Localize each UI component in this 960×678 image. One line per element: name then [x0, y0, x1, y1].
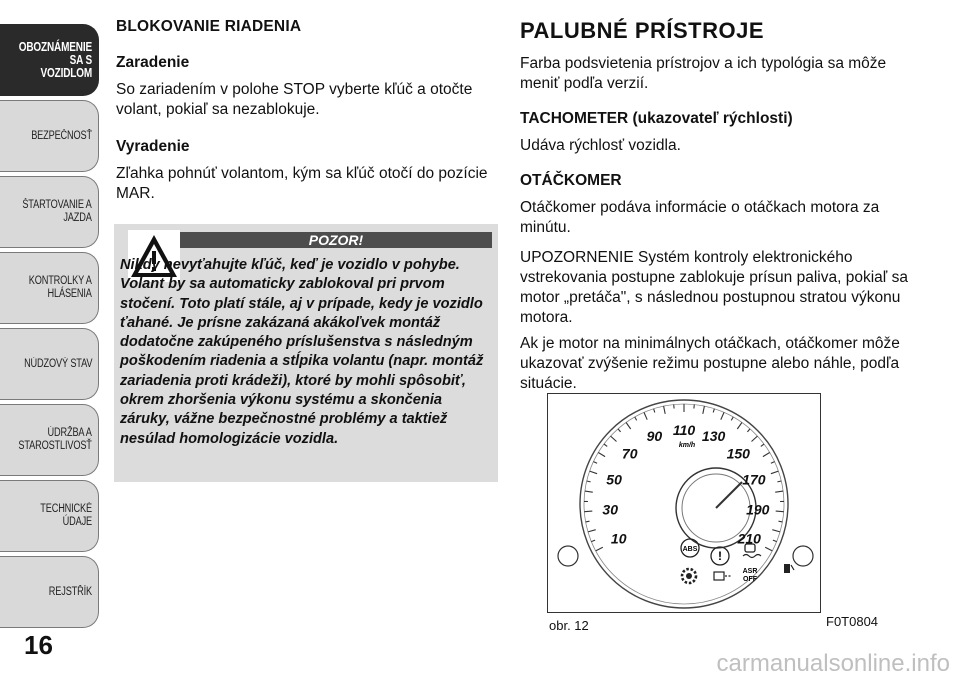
speed-tick-mark [590, 471, 598, 474]
watermark-footer: carmanualsonline.info [716, 650, 950, 677]
speed-tick-mark [773, 540, 777, 542]
speed-tick-label: 70 [621, 445, 638, 462]
speed-tick-label: 130 [701, 428, 726, 445]
warning-box [114, 224, 498, 482]
speed-tick-mark [596, 547, 603, 551]
speed-tick-mark [586, 521, 590, 522]
speed-tick-mark [591, 540, 595, 542]
speed-tick-mark [604, 444, 607, 446]
subheading-otackomer: OTÁČKOMER [520, 172, 622, 189]
speedometer-illustration [548, 394, 820, 612]
tab-oboznamenie[interactable] [0, 24, 99, 96]
speed-tick-label: 170 [742, 471, 766, 488]
warning-text [120, 256, 492, 449]
speed-tick-mark [721, 412, 724, 419]
paragraph: Zľahka pohnúť volantom, kým sa kľúč otočí do pozície MAR. [116, 165, 488, 202]
tab-label: TECHNICKÉ ÚDAJE [40, 503, 92, 528]
chapter-tabs [0, 0, 104, 640]
figure-code: F0T0804 [826, 614, 879, 629]
abs-icon-text: ABS [682, 546, 698, 553]
speed-tick-mark [587, 481, 591, 482]
fuel-icon [784, 564, 794, 573]
warning-exclamation-icon [711, 547, 729, 565]
speed-tick-mark [771, 462, 775, 464]
paragraph: Farba podsvietenia prístrojov a ich typológia sa môže meniť podľa verzií. [520, 55, 887, 92]
speed-unit-label: km/h [678, 442, 696, 449]
tab-label: ÚDRŽBA A STAROSTLIVOSŤ [18, 427, 92, 452]
subheading-vyradenie: Vyradenie [116, 138, 190, 155]
speed-tick-label: 30 [602, 501, 618, 518]
tab-startovanie[interactable] [0, 176, 99, 248]
tab-technicke-udaje[interactable] [0, 480, 99, 552]
tab-kontrolky[interactable] [0, 252, 99, 324]
speed-tick-mark [635, 417, 637, 420]
speed-tick-mark [588, 530, 596, 532]
svg-text:!: ! [718, 549, 722, 563]
paragraph: UPOZORNENIE Systém kontroly elektronického vstrekovania postupne zablokuje prísun paliva, pokiaľ sa motor „pretáča", s následnou postupnou stratou výkonu motora. [520, 249, 908, 326]
section-heading: BLOKOVANIE RIADENIA [116, 18, 302, 35]
speed-tick-label: 50 [606, 471, 622, 488]
speed-tick-mark [703, 406, 705, 414]
speed-tick-label: 90 [646, 428, 663, 445]
speed-tick-mark [761, 444, 764, 446]
tab-rejstrik[interactable] [0, 556, 99, 628]
speed-tick-mark [776, 511, 784, 512]
right-column [520, 18, 920, 394]
speed-tick-mark [664, 406, 666, 414]
speed-tick-label: 190 [746, 501, 770, 518]
speed-tick-mark [731, 417, 733, 420]
paragraph: Ak je motor na minimálnych otáčkach, otáčkomer môže ukazovať zvýšenie režimu postupne alebo náhle, podľa situácie. [520, 335, 900, 392]
paragraph: Otáčkomer podáva informácie o otáčkach motora za minútu. [520, 199, 880, 236]
tab-nudzovy-stav[interactable] [0, 328, 99, 400]
speed-tick-mark [611, 436, 617, 441]
tab-label: ŠTARTOVANIE A JAZDA [22, 199, 92, 224]
speed-tick-mark [779, 521, 783, 522]
svg-text:ASR: ASR [742, 568, 758, 575]
speed-tick-mark [752, 436, 758, 441]
speed-tick-mark [772, 530, 780, 532]
speed-tick-mark [771, 471, 779, 474]
tab-bezpecnost[interactable] [0, 100, 99, 172]
svg-text:OFF: OFF [743, 576, 757, 583]
speed-tick-label: 10 [610, 530, 627, 547]
page-number: 16 [24, 630, 53, 660]
speed-tick-mark [775, 491, 783, 492]
speed-tick-mark [763, 453, 770, 457]
speed-tick-mark [765, 547, 772, 551]
tab-label: REJSTŘÍK [48, 585, 92, 598]
tab-label: BEZPEČNOSŤ [31, 129, 92, 142]
speed-tick-label: 210 [737, 530, 761, 547]
speed-tick-mark [713, 409, 714, 413]
speedometer-figure [547, 393, 821, 613]
subheading-tachometer: TACHOMETER (ukazovateľ rýchlosti) [520, 110, 793, 127]
left-column [116, 18, 496, 204]
speed-tick-mark [747, 429, 750, 432]
speed-tick-mark [777, 481, 781, 482]
glow-plug-icon [714, 572, 732, 580]
paragraph: So zariadením v polohe STOP vyberte kľúč a otočte volant, pokiaľ sa nezablokuje. [116, 81, 473, 118]
asr-off-icon [743, 568, 758, 583]
speed-tick-mark [654, 409, 655, 413]
speed-tick-mark [584, 511, 592, 512]
speed-tick-label: 150 [726, 445, 750, 462]
paragraph: Udáva rýchlosť vozidla. [520, 137, 681, 154]
tab-label: OBOZNÁMENIE SA S VOZIDLOM [18, 39, 93, 80]
subheading-zaradenie: Zaradenie [116, 54, 190, 71]
page-title: PALUBNÉ PRÍSTROJE [520, 18, 765, 43]
engine-gear-icon [682, 569, 696, 583]
figure-caption: obr. 12 [549, 618, 589, 633]
speed-tick-mark [598, 453, 605, 457]
warning-label: POZOR! [180, 232, 492, 248]
tab-label: NÚDZOVÝ STAV [23, 357, 92, 370]
speed-tick-mark [585, 491, 593, 492]
tab-udrzba[interactable] [0, 404, 99, 476]
warning-body: Nikdy nevyťahujte kľúč, keď je vozidlo v pohybe. Volant by sa automaticky zablokoval pri prvom stočení. Toto platí stále, aj v prípade, kedy je vozidlo ťahané. Je prísne zakázaná akákoľvek montáž dodatočne zakúpeného príslušenstva s následným poškodením riadenia a stĺpika volantu (napr. montáž zariadenia proti krádeži), ktoré by mohli spôsobiť, okrem zhoršenia výkonu systému a skončenia záruky, vážne bezpečnostné problémy a taktiež nesúlad homologizácie vozidla. [120, 257, 484, 447]
abs-icon [681, 539, 699, 557]
tab-label: KONTROLKY A HLÁSENIA [28, 275, 92, 300]
speed-tick-mark [618, 429, 621, 432]
speed-tick-mark [593, 462, 597, 464]
speed-tick-mark [644, 412, 647, 419]
speed-tick-mark [737, 423, 742, 430]
speed-tick-mark [626, 423, 631, 430]
speed-tick-label: 110 [672, 422, 696, 438]
